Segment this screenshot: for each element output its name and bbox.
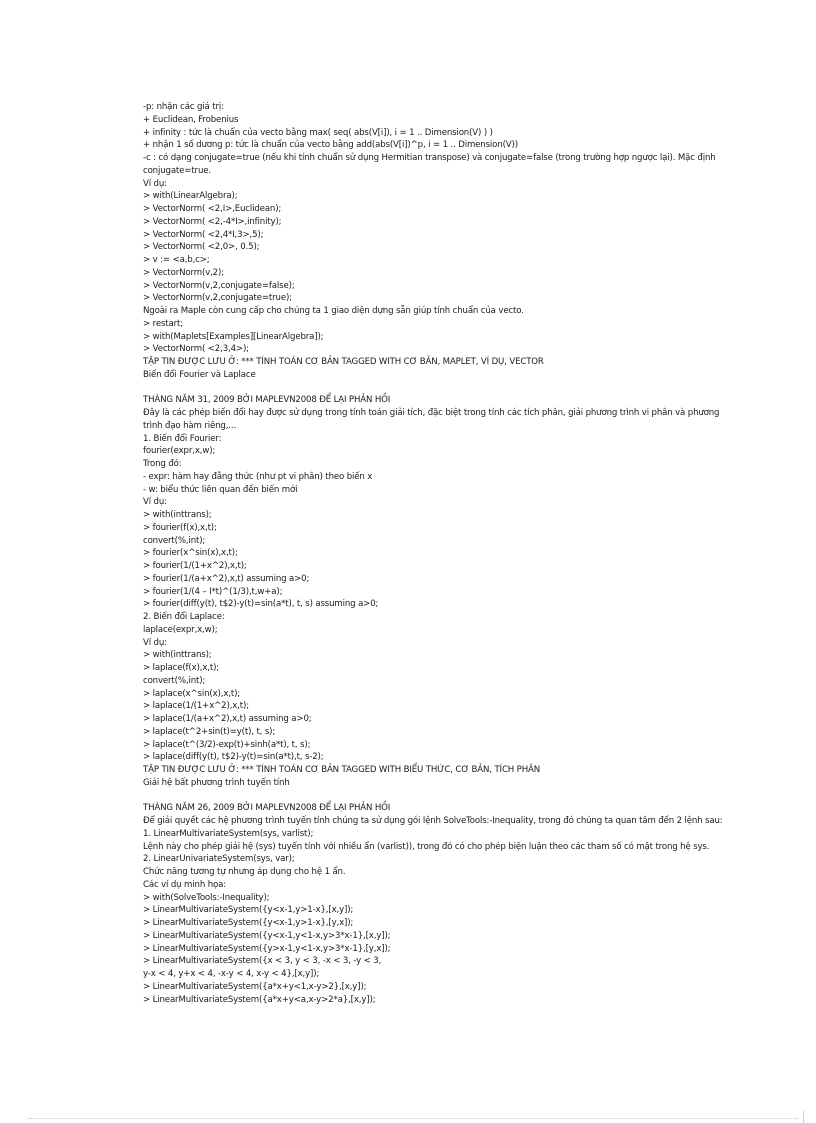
code-line: > VectorNorm( <2,0>, 0.5); xyxy=(143,242,260,253)
code-line: > with(inttrans); xyxy=(143,510,212,520)
code-line: > LinearMultivariateSystem({y<x-1,y<1-x,y>3*x-1},[x,y]); xyxy=(143,930,391,941)
post-title: Giải hệ bất phương trình tuyến tính xyxy=(143,777,290,788)
code-line: > VectorNorm( <2,4*I,3>,5); xyxy=(143,229,264,240)
post-title: Biến đổi Fourier và Laplace xyxy=(143,369,256,380)
text-line: Ví dụ: xyxy=(143,637,167,648)
code-line: > laplace(1/(1+x^2),x,t); xyxy=(143,701,249,712)
code-line: > VectorNorm(v,2,conjugate=false); xyxy=(143,280,295,291)
code-line: > with(inttrans); xyxy=(143,650,212,661)
post-tags: TẬP TIN ĐƯỢC LƯU Ở: *** TÍNH TOÁN CƠ BẢN TAGGED WITH BIỂU THỨC, CƠ BẢN, TÍCH PHÂN xyxy=(143,765,541,775)
text-line: Ngoài ra Maple còn cung cấp cho chúng ta 1 giao diện dựng sẵn giúp tính chuẩn của vecto. xyxy=(143,306,524,316)
code-line: > laplace(t^2+sin(t)=y(t), t, s); xyxy=(143,726,276,737)
code-line: > VectorNorm( <2,-4*I>,infinity); xyxy=(143,216,282,227)
text-line: 2. Biến đổi Laplace: xyxy=(143,612,225,622)
code-line: laplace(expr,x,w); xyxy=(143,624,218,635)
code-line: > fourier(1/(4 – I*t)^(1/3),t,w+a); xyxy=(143,586,283,597)
text-line: Ví dụ: xyxy=(143,497,167,508)
code-line: > restart; xyxy=(143,318,183,329)
code-line: > fourier(diff(y(t), t$2)-y(t)=sin(a*t), t, s) assuming a>0; xyxy=(143,599,379,610)
code-line: > with(Maplets[Examples][LinearAlgebra]); xyxy=(143,331,324,342)
code-line: > fourier(x^sin(x),x,t); xyxy=(143,548,238,559)
code-line: > laplace(diff(y(t), t$2)-y(t)=sin(a*t),t, s-2); xyxy=(143,752,324,763)
text-line: + nhận 1 số dương p: tức là chuẩn của vecto bằng add(abs(V[i])^p, i = 1 .. Dimension(V)) xyxy=(143,140,518,151)
document-body xyxy=(143,101,743,1006)
text-line: - expr: hàm hay đẳng thức (như pt vi phân) theo biến x xyxy=(143,471,373,482)
code-line: > VectorNorm(v,2); xyxy=(143,267,224,278)
text-paragraph: Để giải quyết các hệ phương trình tuyến tính chúng ta sử dụng gói lệnh SolveTools:-Inequality, trong đó chúng ta quan tâm đến 2 lệnh sau: xyxy=(143,816,723,826)
code-line: > with(LinearAlgebra); xyxy=(143,191,238,202)
code-line: y-x < 4, y+x < 4, -x-y < 4, x-y < 4},[x,y]); xyxy=(143,969,320,979)
code-line: > LinearMultivariateSystem({x < 3, y < 3, -x < 3, -y < 3, xyxy=(143,956,382,967)
code-line: > laplace(t^(3/2)-exp(t)+sinh(a*t), t, s); xyxy=(143,739,311,750)
text-paragraph: Đây là các phép biến đổi hay được sử dụng trong tính toán giải tích, đặc biệt trong tính các tích phân, giải phương trình vi phân và phương trình đạo hàm riêng,... xyxy=(143,408,720,431)
post-tags: TẬP TIN ĐƯỢC LƯU Ở: *** TÍNH TOÁN CƠ BẢN TAGGED WITH CƠ BẢN, MAPLET, VÍ DỤ, VECTOR xyxy=(143,357,544,367)
code-line: > with(SolveTools:-Inequality); xyxy=(143,892,270,903)
code-line: > VectorNorm( <2,3,4>); xyxy=(143,344,249,355)
code-line: > LinearMultivariateSystem({a*x+y<1,x-y>2},[x,y]); xyxy=(143,981,367,992)
code-line: > LinearMultivariateSystem({y>x-1,y<1-x,y>3*x-1},[y,x]); xyxy=(143,943,391,954)
code-line: > LinearMultivariateSystem({y<x-1,y>1-x},[y,x]); xyxy=(143,918,354,928)
text-line: Chức năng tương tự nhưng áp dụng cho hệ 1 ẩn. xyxy=(143,867,346,877)
text-line: - w: biểu thức liên quan đến biến mới xyxy=(143,484,298,495)
blank-line xyxy=(143,382,743,395)
code-line: 1. LinearMultivariateSystem(sys, varlist); xyxy=(143,828,314,839)
post-meta: THÁNG NĂM 26, 2009 BỞI MAPLEVN2008 ĐỂ LẠI PHẢN HỒI xyxy=(143,803,391,814)
code-line: > laplace(f(x),x,t); xyxy=(143,663,220,673)
code-line: > VectorNorm(v,2,conjugate=true); xyxy=(143,293,292,304)
code-line: > LinearMultivariateSystem({a*x+y<a,x-y>2*a},[x,y]); xyxy=(143,994,376,1005)
text-line: + infinity : tức là chuẩn của vecto bằng max( seq( abs(V[i]), i = 1 .. Dimension(V) ) ) xyxy=(143,127,493,138)
page-bottom-divider xyxy=(28,1118,798,1119)
post-meta: THÁNG NĂM 31, 2009 BỞI MAPLEVN2008 ĐỂ LẠI PHẢN HỒI xyxy=(143,395,391,406)
text-line: -p: nhận các giá trị: xyxy=(143,102,224,112)
code-line: convert(%,int); xyxy=(143,535,206,546)
code-line: > fourier(1/(1+x^2),x,t); xyxy=(143,561,247,571)
code-line: 2. LinearUnivariateSystem(sys, var); xyxy=(143,854,295,865)
code-line: > VectorNorm( <2,I>,Euclidean); xyxy=(143,204,282,214)
code-line: > LinearMultivariateSystem({y<x-1,y>1-x},[x,y]); xyxy=(143,905,354,916)
code-line: > fourier(f(x),x,t); xyxy=(143,522,217,533)
text-line: Trong đó: xyxy=(143,459,182,469)
text-line: 1. Biến đổi Fourier: xyxy=(143,433,222,444)
text-line: Các ví dụ minh họa: xyxy=(143,879,226,890)
text-line: Lệnh này cho phép giải hệ (sys) tuyến tính với nhiều ẩn (varlist)), trong đó có cho phép biện luận theo các tham số có mặt trong hệ sys. xyxy=(143,841,710,852)
text-paragraph: -c : có dạng conjugate=true (nếu khi tính chuẩn sử dụng Hermitian transpose) và conjugate=false (trong trường hợp ngược lại). Mặc định conjugate=true. xyxy=(143,153,716,176)
page-corner-mark xyxy=(803,1111,804,1123)
blank-line xyxy=(143,790,743,803)
code-line: > laplace(x^sin(x),x,t); xyxy=(143,688,241,699)
code-line: convert(%,int); xyxy=(143,675,206,686)
code-line: > fourier(1/(a+x^2),x,t) assuming a>0; xyxy=(143,573,310,584)
code-line: fourier(expr,x,w); xyxy=(143,446,216,457)
text-line: Ví dụ: xyxy=(143,178,167,189)
code-line: > laplace(1/(a+x^2),x,t) assuming a>0; xyxy=(143,714,312,724)
code-line: > v := <a,b,c>; xyxy=(143,255,210,265)
text-line: + Euclidean, Frobenius xyxy=(143,114,239,125)
